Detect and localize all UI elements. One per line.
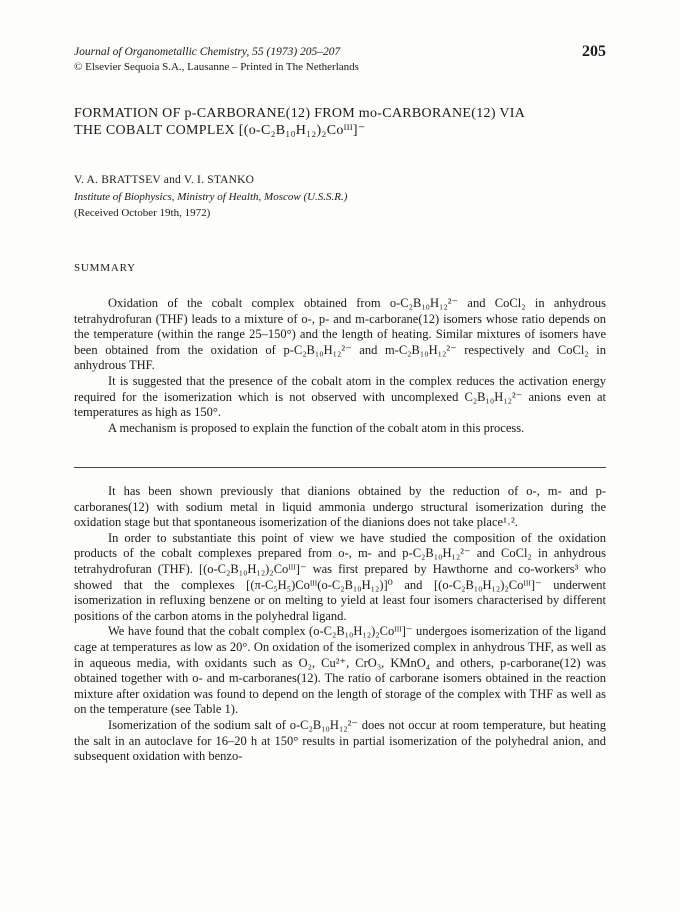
running-header [74,45,606,75]
body-paragraph: We have found that the cobalt complex (o-C₂B₁₀H₁₂)₂Coᴵᴵᴵ]⁻ undergoes isomerization of the ligand cage at temperatures as low as 20°. On oxidation of the isomerized complex in anhydrous THF, as well as in aqueous media, with oxidants such as O₂, Cu²⁺, CrO₃, KMnO₄ and others, p-carborane(12) was obtained together with o- and m-carboranes(12). The ratio of carborane isomers obtained in the reaction mixture after oxidation was found to depend on the length of storage of the complex with THF as well as on the temperature (see Table 1). [74,624,606,717]
title-line-2: THE COBALT COMPLEX [(o-C₂B₁₀H₁₂)₂Coᴵᴵᴵ]⁻ [74,123,366,138]
affiliation: Institute of Biophysics, Ministry of Health, Moscow (U.S.S.R.) [74,191,348,203]
authors: V. A. BRATTSEV and V. I. STANKO [74,174,255,186]
journal-citation: Journal of Organometallic Chemistry, 55 (1973) 205–207 [74,46,341,58]
received-date: (Received October 19th, 1972) [74,207,211,219]
article-title [74,105,614,139]
body-paragraph: In order to substantiate this point of view we have studied the composition of the oxidation products of the cobalt complexes prepared from o-, m- and p-C₂B₁₀H₁₂²⁻ and CoCl₂ in anhydrous tetrahydrofuran (THF). [(o-C₂B₁₀H₁₂)₂Coᴵᴵᴵ]⁻ was first prepared by Hawthorne and co-workers³ who showed that the complexes [(π-C₅H₅)Coᴵᴵᴵ(o-C₂B₁₀H₁₂)]⁰ and [(o-C₂B₁₀H₁₂)₂Coᴵᴵᴵ]⁻ underwent isomerization in refluxing benzene or on melting to yield at least four isomers characterised by different positions of the carbon atoms in the polyhedral ligand. [74,530,606,623]
summary-paragraph: A mechanism is proposed to explain the function of the cobalt atom in this process. [108,420,525,435]
main-text [74,484,606,765]
summary-paragraph: Oxidation of the cobalt complex obtained from o-C₂B₁₀H₁₂²⁻ and CoCl₂ in anhydrous tetrahydrofuran (THF) leads to a mixture of o-, p- and m-carborane(12) isomers whose ratio depends on the temperature (within the range 25–150°) and the length of heating. Similar mixtures of isomers have been obtained from the oxidation of p-C₂B₁₀H₁₂²⁻ and m-C₂B₁₀H₁₂²⁻ respectively and CoCl₂ in anhydrous THF. [74,296,606,373]
summary-heading: SUMMARY [74,262,136,274]
summary-section [74,296,606,436]
publisher-line: © Elsevier Sequoia S.A., Lausanne – Printed in The Netherlands [74,61,359,73]
page-number: 205 [582,43,606,60]
title-line-1: FORMATION OF p-CARBORANE(12) FROM mo-CARBORANE(12) VIA [74,106,526,121]
summary-paragraph: It is suggested that the presence of the cobalt atom in the complex reduces the activation energy required for the isomerization which is not observed with uncomplexed C₂B₁₀H₁₂²⁻ anions even at temperatures as high as 150°. [74,373,606,420]
section-divider [74,467,606,468]
body-paragraph: It has been shown previously that dianions obtained by the reduction of o-, m- and p-carboranes(12) with sodium metal in liquid ammonia undergo structural isomerization during the oxidation stage but that spontaneous isomerization of the dianions does not take place¹˒². [74,484,606,530]
body-paragraph: Isomerization of the sodium salt of o-C₂B₁₀H₁₂²⁻ does not occur at room temperature, but heating the salt in an autoclave for 16–20 h at 150° results in partial isomerization of the polyhedral anion, and subsequent oxidation with benzo- [74,717,606,764]
